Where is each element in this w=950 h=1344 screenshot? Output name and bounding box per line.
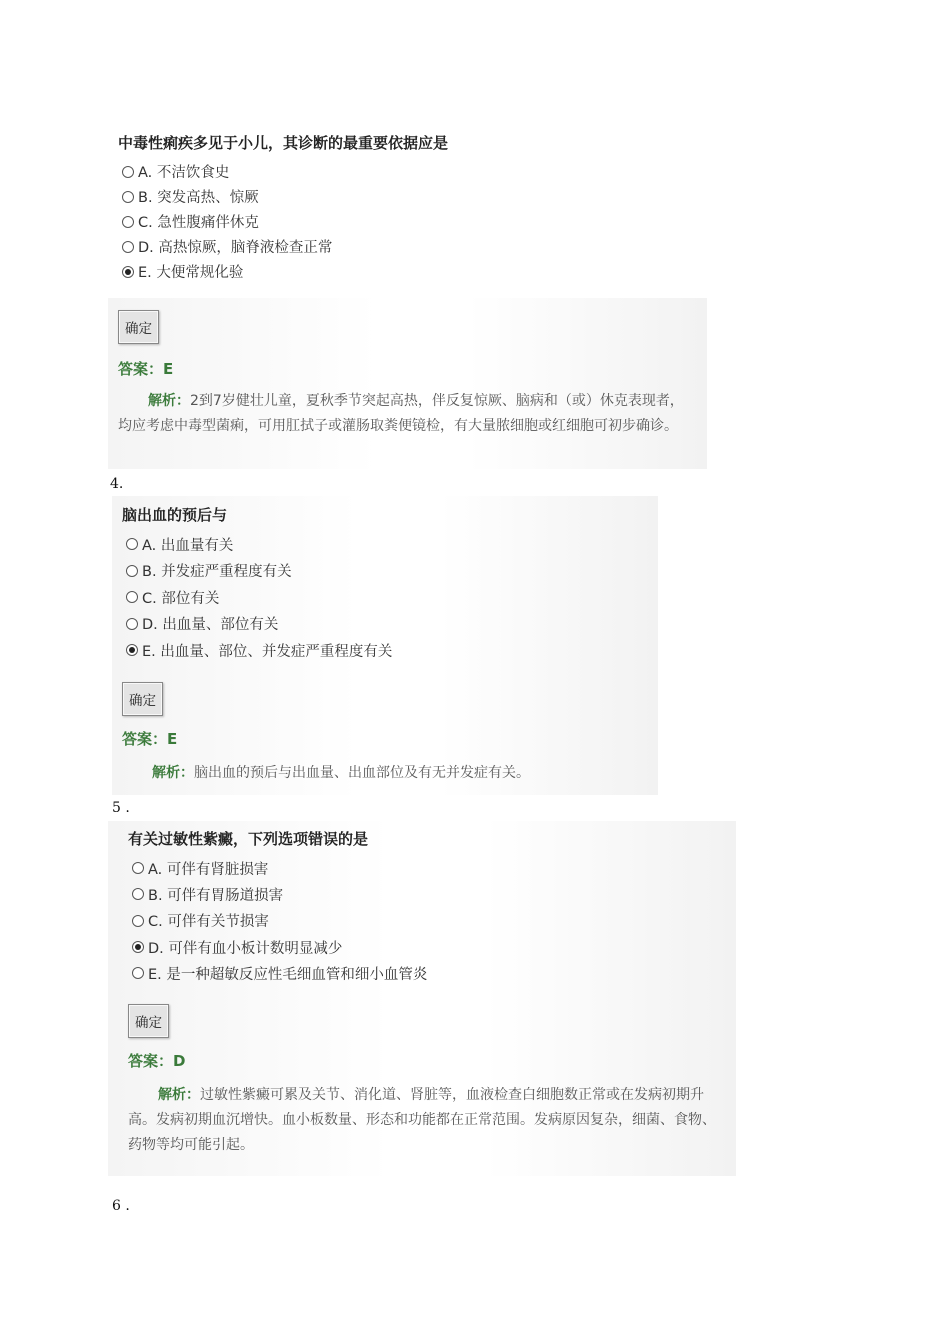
answer-text: 答案：D [128,1052,186,1071]
radio-icon[interactable] [122,191,134,203]
analysis-body: 2到7岁健壮儿童，夏秋季节突起高热，伴反复惊厥、脑病和（或）休克表现者，均应考虑中毒型菌痢，可用肛拭子或灌肠取粪便镜检，有大量脓细胞或红细胞可初步确诊。 [118,393,684,434]
option-b[interactable] [126,558,648,585]
option-label: B. 并发症严重程度有关 [142,564,292,581]
radio-icon[interactable] [132,862,144,874]
analysis-text [128,1083,726,1158]
option-a[interactable] [132,855,726,881]
option-a[interactable] [126,531,648,558]
radio-icon[interactable] [122,166,134,178]
answer-text: 答案：E [122,729,178,748]
question-number: 6 . [112,1198,130,1214]
analysis-text [118,389,697,439]
option-c[interactable] [132,908,726,934]
question-3 [118,132,718,284]
radio-icon[interactable] [122,216,134,228]
analysis-text [122,761,648,786]
radio-icon[interactable] [126,618,138,630]
option-label: E. 是一种超敏反应性毛细血管和细小血管炎 [148,966,428,983]
option-e[interactable] [122,259,718,284]
option-d[interactable] [126,611,648,638]
option-b[interactable] [122,184,718,209]
option-label: D. 可伴有血小板计数明显减少 [148,940,343,957]
radio-icon[interactable] [126,591,138,603]
option-label: C. 可伴有关节损害 [148,914,269,931]
option-label: A. 可伴有肾脏损害 [148,861,269,878]
option-label: A. 出血量有关 [142,537,234,554]
answer-panel-3 [108,298,707,469]
option-e[interactable] [132,960,726,986]
radio-icon[interactable] [132,967,144,979]
confirm-button[interactable]: 确定 [128,1004,169,1038]
question-title: 有关过敏性紫癜，下列选项错误的是 [128,830,369,848]
question-number: 4. [110,476,124,492]
analysis-body: 脑出血的预后与出血量、出血部位及有无并发症有关。 [194,764,530,781]
analysis-body: 过敏性紫癜可累及关节、消化道、肾脏等，血液检查白细胞数正常或在发病初期升高。发病初期血沉增快。血小板数量、形态和功能都在正常范围。发病原因复杂，细菌、食物、药物等均可能引起。 [128,1087,716,1154]
radio-icon[interactable] [132,915,144,927]
option-b[interactable] [132,881,726,907]
radio-checked-icon[interactable] [132,941,144,953]
question-number: 5 . [112,800,130,816]
analysis-label: 解析： [152,764,194,781]
option-label: D. 出血量、部位有关 [142,617,279,634]
confirm-button[interactable]: 确定 [118,310,159,344]
answer-text: 答案：E [118,360,174,378]
option-label: C. 部位有关 [142,590,220,607]
question-panel-4 [112,496,658,795]
radio-icon[interactable] [126,565,138,577]
analysis-label: 解析： [158,1087,200,1104]
option-label: E. 大便常规化验 [138,265,244,281]
option-label: D. 高热惊厥，脑脊液检查正常 [138,240,333,256]
option-e[interactable] [126,637,648,664]
option-c[interactable] [126,584,648,611]
option-label: A. 不洁饮食史 [138,165,230,181]
radio-checked-icon[interactable] [122,266,134,278]
option-label: B. 突发高热、惊厥 [138,190,259,206]
question-panel-5 [108,821,736,1176]
option-a[interactable] [122,159,718,184]
option-c[interactable] [122,209,718,234]
question-title: 脑出血的预后与 [122,506,228,524]
confirm-button[interactable]: 确定 [122,682,163,716]
option-label: E. 出血量、部位、并发症严重程度有关 [142,643,393,660]
radio-icon[interactable] [126,538,138,550]
radio-icon[interactable] [122,241,134,253]
option-d[interactable] [122,234,718,259]
radio-checked-icon[interactable] [126,644,138,656]
option-label: B. 可伴有胃肠道损害 [148,887,284,904]
option-label: C. 急性腹痛伴休克 [138,215,259,231]
option-d[interactable] [132,934,726,960]
analysis-label: 解析： [148,393,190,409]
question-title: 中毒性痢疾多见于小儿，其诊断的最重要依据应是 [118,134,449,152]
radio-icon[interactable] [132,888,144,900]
